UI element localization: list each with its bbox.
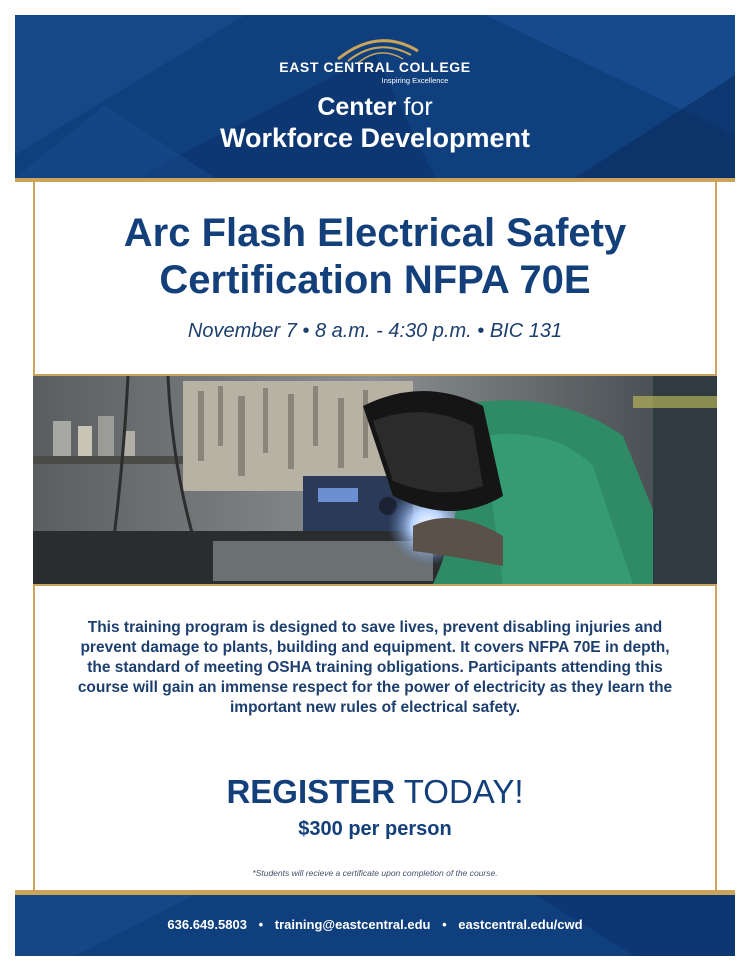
register-heading [33, 773, 717, 811]
course-title [33, 210, 717, 304]
center-line [15, 93, 735, 122]
certificate-note: *Students will recieve a certificate upon completion of the course. [252, 868, 498, 878]
course-time: 8 a.m. - 4:30 p.m. [314, 320, 472, 342]
center-bold-text: Center [317, 93, 397, 121]
header-banner [15, 15, 735, 178]
footer-banner [15, 895, 735, 956]
register-rest-text: TODAY! [403, 773, 524, 810]
schedule-line [33, 320, 717, 343]
college-tagline: Inspiring Excellence [381, 76, 449, 85]
bullet-separator: • [477, 320, 485, 342]
college-name: EAST CENTRAL COLLEGE [279, 59, 471, 75]
course-location: BIC 131 [489, 320, 563, 342]
email-link[interactable]: training@eastcentral.edu [274, 917, 431, 932]
contact-line [15, 917, 735, 932]
college-logo [15, 39, 735, 85]
course-price: $300 per person [298, 818, 452, 840]
course-title-line1: Arc Flash Electrical Safety [123, 211, 627, 255]
bullet-separator: • [302, 320, 310, 342]
phone-number[interactable]: 636.649.5803 [167, 917, 247, 932]
department-name: Workforce Development [219, 123, 531, 153]
bullet-separator: • [258, 917, 264, 932]
welder-photo-illustration [33, 376, 717, 584]
website-link[interactable]: eastcentral.edu/cwd [458, 917, 583, 932]
register-bold-text: REGISTER [226, 773, 396, 810]
welder-photo [33, 374, 717, 586]
course-title-line2: Certification NFPA 70E [159, 258, 591, 302]
course-description: This training program is designed to save lives, prevent disabling injuries and prevent damage to plants, building and equipment. It covers NFPA 70E in depth, the standard of meeting OSHA training obligations. Participants attending this course will gain an immense respect for the power of electricity as they learn the important new rules of electrical safety. [77, 619, 673, 716]
bullet-separator: • [442, 917, 447, 932]
course-date: November 7 [187, 320, 297, 342]
center-rest-text: for [403, 93, 433, 121]
